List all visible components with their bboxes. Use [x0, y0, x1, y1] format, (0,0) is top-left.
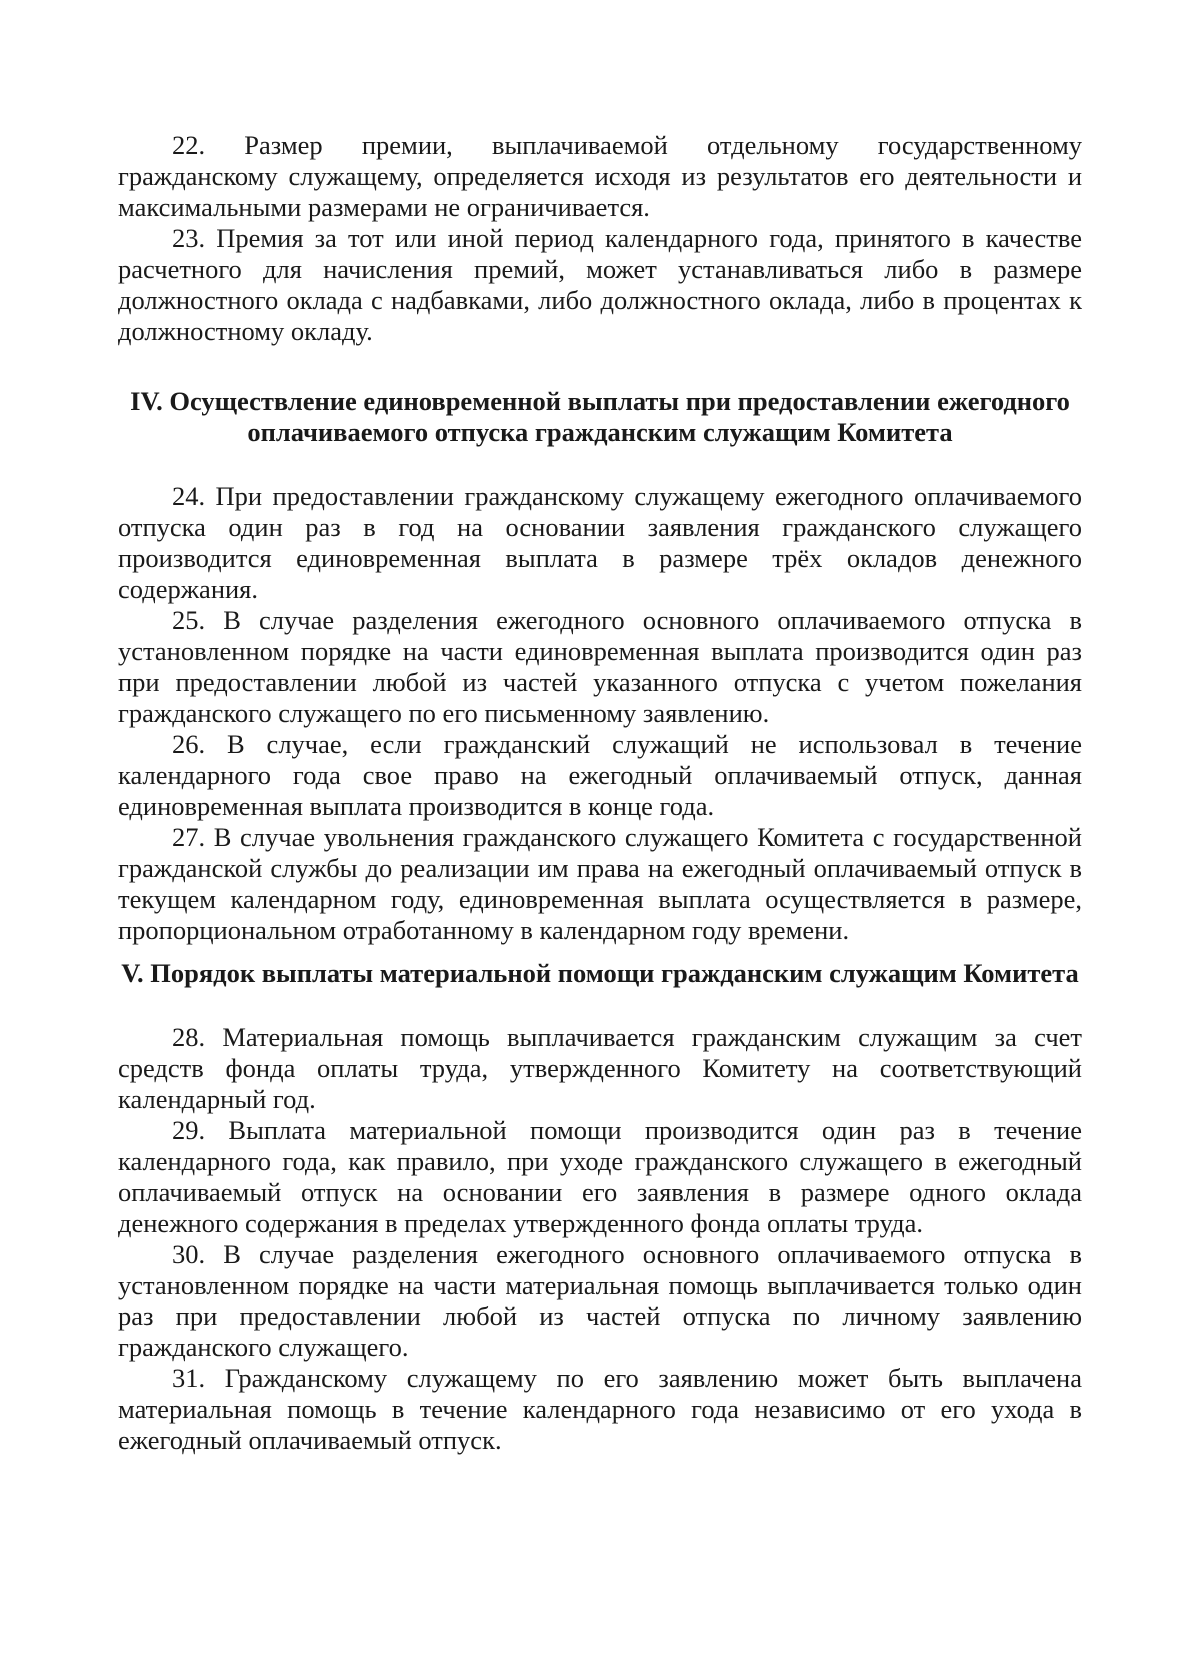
section-v-body — [118, 1022, 1082, 1456]
paragraph-31: 31. Гражданскому служащему по его заявлению может быть выплачена материальная помощь в течение календарного года независимо от его ухода в ежегодный оплачиваемый отпуск. — [118, 1363, 1082, 1455]
section-iv-heading: IV. Осуществление единовременной выплаты при предоставлении ежегодного оплачиваемого отпуска гражданским служащим Комитета — [130, 386, 1070, 447]
paragraph-27: 27. В случае увольнения гражданского служащего Комитета с государственной гражданской службы до реализации им права на ежегодный оплачиваемый отпуск в текущем календарном году, единовременная выплата осуществляется в размере, пропорциональном отработанному в календарном году времени. — [118, 822, 1082, 945]
paragraph-26: 26. В случае, если гражданский служащий не использовал в течение календарного года свое право на ежегодный оплачиваемый отпуск, данная единовременная выплата производится в конце года. — [118, 729, 1082, 821]
paragraph-22: 22. Размер премии, выплачиваемой отдельному государственному гражданскому служащему, определяется исходя из результатов его деятельности и максимальными размерами не ограничивается. — [118, 130, 1082, 222]
section-iv-body — [118, 481, 1082, 946]
document-page — [118, 130, 1082, 1456]
paragraph-29: 29. Выплата материальной помощи производится один раз в течение календарного года, как правило, при уходе гражданского служащего в ежегодный оплачиваемый отпуск на основании его заявления в размере одного оклада денежного содержания в пределах утвержденного фонда оплаты труда. — [118, 1115, 1082, 1238]
paragraph-25: 25. В случае разделения ежегодного основного оплачиваемого отпуска в установленном порядке на части единовременная выплата производится один раз при предоставлении любой из частей указанного отпуска с учетом пожелания гражданского служащего по его письменному заявлению. — [118, 605, 1082, 728]
paragraph-30: 30. В случае разделения ежегодного основного оплачиваемого отпуска в установленном порядке на части материальная помощь выплачивается только один раз при предоставлении любой из частей отпуска по личному заявлению гражданского служащего. — [118, 1239, 1082, 1362]
paragraph-28: 28. Материальная помощь выплачивается гражданским служащим за счет средств фонда оплаты труда, утвержденного Комитету на соответствующий календарный год. — [118, 1022, 1082, 1114]
paragraph-24: 24. При предоставлении гражданскому служащему ежегодного оплачиваемого отпуска один раз в год на основании заявления гражданского служащего производится единовременная выплата в размере трёх окладов денежного содержания. — [118, 481, 1082, 604]
section-v-heading: V. Порядок выплаты материальной помощи гражданским служащим Комитета — [121, 958, 1079, 988]
paragraph-23: 23. Премия за тот или иной период календарного года, принятого в качестве расчетного для начисления премий, может устанавливаться либо в размере должностного оклада с надбавками, либо должностного оклада, либо в процентах к должностному окладу. — [118, 223, 1082, 346]
